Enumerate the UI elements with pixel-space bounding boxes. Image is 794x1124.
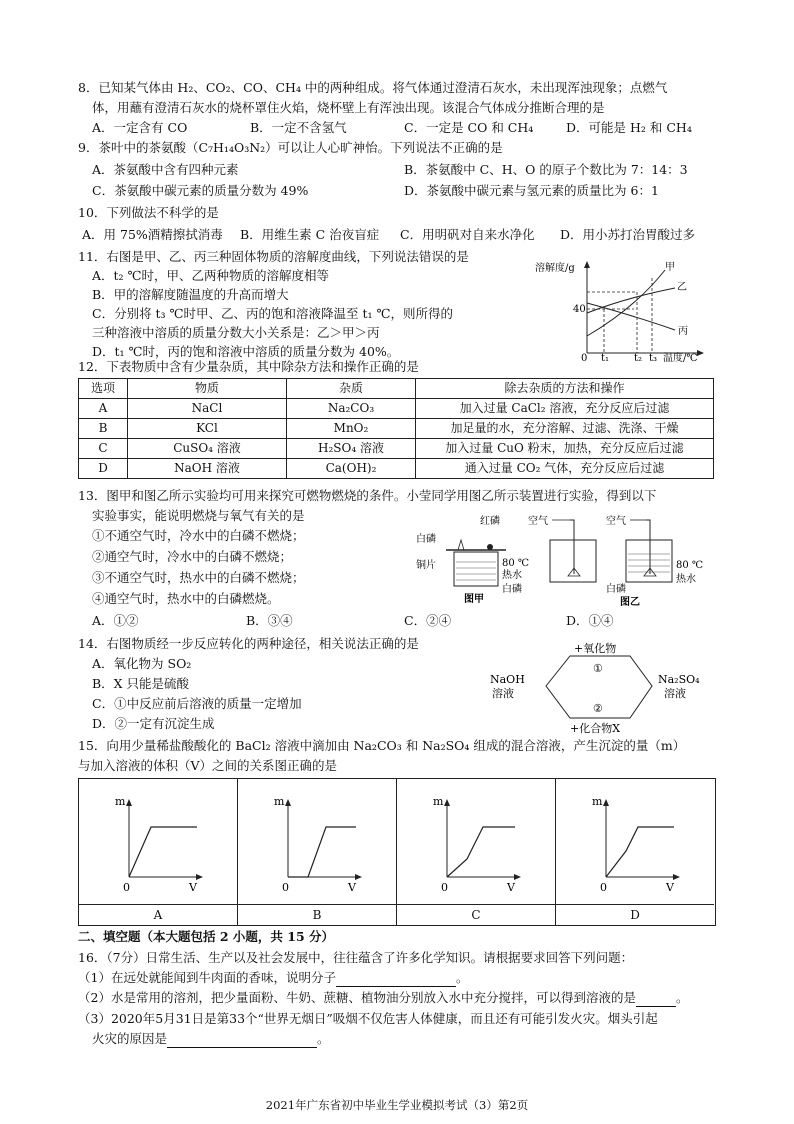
fig-yi-reshui2: 热水 [676, 574, 696, 585]
table-header: 除去杂质的方法和操作 [416, 379, 714, 399]
table-cell: Ca(OH)₂ [287, 459, 416, 479]
graph-axis-m: m [592, 795, 603, 808]
q9-option-a: A．茶氨酸中含有四种元素 [92, 162, 239, 177]
table-row [79, 419, 714, 439]
section-heading: 二、填空题（本大题包括 2 小题，共 15 分） [78, 929, 335, 944]
curve-bing [587, 303, 675, 330]
graph-b-line [288, 827, 356, 877]
q8-line1: 8．已知某气体由 H₂、CO₂、CO、CH₄ 中的两种组成。将气体通过澄清石灰水，未出现浑浊现象；点燃气 [78, 80, 668, 95]
diagram-right2: 溶液 [664, 687, 686, 700]
table-cell: Na₂CO₃ [287, 399, 416, 419]
q13-fact-1: ①不通空气时，冷水中的白磷不燃烧； [92, 528, 305, 543]
beaker-jia [454, 552, 498, 586]
graph-origin: 0 [123, 881, 130, 894]
graph-axis-m: m [274, 795, 285, 808]
graph-b-label: B [238, 904, 396, 925]
q13-option-d: D．①④ [566, 613, 614, 628]
q13-option-c: C．②④ [404, 613, 452, 628]
table-cell: D [79, 459, 128, 479]
diagram-top: +氧化物 [574, 642, 617, 655]
solubility-t2: t₂ [634, 353, 643, 362]
diagram-left1: NaOH [490, 673, 525, 686]
q14-stem: 14．右图物质经一步反应转化的两种途径，相关说法正确的是 [78, 636, 419, 651]
q13-option-a: A．①② [92, 613, 139, 628]
graph-axis-v: V [348, 881, 356, 894]
graph-axis-v: V [666, 881, 674, 894]
table-header: 选项 [79, 379, 128, 399]
curve-jia [587, 270, 665, 336]
solubility-t1: t₁ [601, 353, 610, 362]
fig-yi-temp2: 80 ℃ [676, 560, 704, 571]
q14-option-d: D．②一定有沉淀生成 [92, 716, 215, 731]
q10-option-c: C．用明矾对自来水净化 [400, 227, 535, 242]
table-cell: NaOH 溶液 [128, 459, 287, 479]
solubility-origin: 0 [581, 353, 588, 362]
q16-part1-text: （1）在远处就能闻到牛肉面的香味，说明分子 [78, 970, 336, 985]
graph-b [238, 779, 397, 925]
fig-jia-baipin2: 白磷 [502, 584, 522, 595]
q16-blank-3[interactable] [167, 1035, 317, 1048]
table-cell: 加入过量 CuO 粉末，加热，充分反应后过滤 [416, 439, 714, 459]
table-cell: B [79, 419, 128, 439]
table-row [79, 399, 714, 419]
diagram-bottom: +化合物X [570, 722, 621, 735]
red-phosphorus [487, 544, 493, 550]
solubility-t3: t₃ [649, 353, 658, 362]
table-cell: C [79, 439, 128, 459]
q16-blank-2[interactable] [636, 994, 676, 1007]
q11-option-c-cont: 三种溶液中溶质的质量分数大小关系是：乙＞甲＞丙 [92, 325, 380, 340]
diagram-left2: 溶液 [492, 687, 514, 700]
graph-axis-v: V [189, 881, 197, 894]
graph-c [397, 779, 556, 925]
curve-jia-label: 甲 [665, 262, 675, 273]
table-header: 杂质 [287, 379, 416, 399]
fig-jia-reshui: 热水 [502, 570, 522, 581]
q12-stem: 12．下表物质中含有少量杂质，其中除杂方法和操作正确的是 [78, 359, 419, 374]
solubility-y-label: 溶解度/g [535, 263, 575, 274]
graph-b-plot [238, 779, 396, 905]
q14-option-c: C．①中反应前后溶液的质量一定增加 [92, 696, 302, 711]
table-cell: CuSO₄ 溶液 [128, 439, 287, 459]
fig-jia-caption: 图甲 [464, 594, 484, 605]
table-cell: H₂SO₄ 溶液 [287, 439, 416, 459]
solubility-graph [515, 258, 715, 362]
graph-origin: 0 [600, 881, 607, 894]
q10-option-b: B．用维生素 C 治夜盲症 [240, 227, 380, 242]
table-header: 物质 [128, 379, 287, 399]
conversion-diagram [480, 638, 720, 738]
q11-option-d: D．t₁ ℃时，丙的饱和溶液中溶质的质量分数为 40%。 [92, 344, 400, 359]
table-cell: A [79, 399, 128, 419]
diagram-right1: Na₂SO₄ [658, 673, 700, 686]
q12-table [78, 378, 714, 479]
table-cell: MnO₂ [287, 419, 416, 439]
fig-jia-temp: 80 ℃ [502, 558, 530, 569]
q13-fact-2: ②通空气时，冷水中的白磷不燃烧； [92, 549, 293, 564]
q16-stem: 16．（7分）日常生活、生产以及社会发展中，往往蕴含了许多化学知识。请根据要求回答下列问题： [78, 950, 634, 965]
table-cell: 加入过量 CaCl₂ 溶液，充分反应后过滤 [416, 399, 714, 419]
flame-icon [458, 540, 464, 550]
table-header-row [79, 379, 714, 399]
graph-axis-v: V [507, 881, 515, 894]
table-row [79, 459, 714, 479]
graph-c-label: C [397, 904, 555, 925]
q14-option-b: B．X 只能是硫酸 [92, 676, 190, 691]
page-footer: 2021年广东省初中毕业生学业模拟考试（3）第2页 [265, 1098, 529, 1112]
curve-yi-label: 乙 [677, 282, 687, 293]
graph-d-label: D [556, 904, 714, 925]
q16-part3: （3）2020年5月31日是第33个“世界无烟日”吸烟不仅危害人体健康，而且还有可能引发火灾。烟头引起 [78, 1011, 658, 1026]
q9-option-b: B．茶氨酸中 C、H、O 的原子个数比为 7：14：3 [404, 162, 688, 177]
q8-option-c: C．一定是 CO 和 CH₄ [404, 120, 534, 135]
q11-option-a: A．t₂ ℃时，甲、乙两种物质的溶解度相等 [92, 268, 330, 283]
q16-part1-end: 。 [455, 970, 469, 985]
solubility-y-40: 40 [573, 304, 586, 315]
q9-option-c: C．茶氨酸中碳元素的质量分数为 49% [92, 183, 309, 198]
q16-blank-1[interactable] [336, 974, 456, 987]
graph-origin: 0 [441, 881, 448, 894]
curve-bing-label: 丙 [678, 326, 688, 337]
graph-c-plot [397, 779, 555, 905]
graph-axis-m: m [433, 795, 444, 808]
q16-part3b-text: 火灾的原因是 [92, 1031, 168, 1046]
q10-option-a: A．用 75%酒精擦拭消毒 [82, 227, 223, 242]
graph-origin: 0 [282, 881, 289, 894]
curve-yi [587, 288, 675, 313]
q11-option-b: B．甲的溶解度随温度的升高而增大 [92, 287, 289, 302]
graph-a-line [129, 827, 197, 877]
q13-option-b: B．③④ [246, 613, 293, 628]
q15-line1: 15．向用少量稀盐酸酸化的 BaCl₂ 溶液中滴加由 Na₂CO₃ 和 Na₂SO₄ 组成的混合溶液，产生沉淀的量（m） [78, 738, 686, 753]
q16-part2 [78, 990, 688, 1007]
solubility-x-label: 温度/℃ [663, 353, 698, 362]
combustion-figure [410, 510, 720, 610]
q11-option-c: C．分别将 t₃ ℃时甲、乙、丙的饱和溶液降温至 t₁ ℃，则所得的 [92, 306, 453, 321]
table-cell: 通入过量 CO₂ 气体，充分反应后过滤 [416, 459, 714, 479]
table-row [79, 439, 714, 459]
q8-option-a: A．一定含有 CO [92, 120, 188, 135]
q16-part2-text: （2）水是常用的溶剂，把少量面粉、牛奶、蔗糖、植物油分别放入水中充分搅拌，可以得到溶液的是 [78, 990, 636, 1005]
q10-option-d: D．用小苏打治胃酸过多 [560, 227, 696, 242]
fig-jia-hongpin: 红磷 [480, 516, 500, 527]
q13-fact-4: ④通空气时，热水中的白磷燃烧。 [92, 591, 280, 606]
q8-line2: 体，用蘸有澄清石灰水的烧杯罩住火焰，烧杯壁上有浑浊出现。该混合气体成分推断合理的是 [92, 100, 605, 115]
q16-part1 [78, 970, 468, 987]
table-cell: NaCl [128, 399, 287, 419]
graph-d-plot [556, 779, 714, 905]
diagram-c1: ① [593, 662, 603, 675]
q13-line1: 13．图甲和图乙所示实验均可用来探究可燃物燃烧的条件。小莹同学用图乙所示装置进行实验，得到以下 [78, 488, 657, 503]
q15-graphs [78, 778, 716, 926]
diagram-c2: ② [593, 702, 603, 715]
graph-a [79, 779, 238, 925]
fig-yi-kongqi2: 空气 [606, 516, 626, 527]
graph-a-label: A [79, 904, 237, 925]
q16-part2-end: 。 [675, 990, 689, 1005]
q13-fact-3: ③不通空气时，热水中的白磷不燃烧； [92, 570, 305, 585]
q16-part3b [92, 1031, 330, 1048]
fig-jia-baipin: 白磷 [416, 534, 436, 545]
fig-yi-kongqi1: 空气 [528, 516, 548, 527]
q9-stem: 9．茶叶中的茶氨酸（C₇H₁₄O₃N₂）可以让人心旷神怡。下列说法不正确的是 [78, 140, 503, 155]
q9-option-d: D．茶氨酸中碳元素与氢元素的质量比为 6：1 [404, 183, 659, 198]
q13-line2: 实验事实，能说明燃烧与氧气有关的是 [92, 508, 305, 523]
q15-line2: 与加入溶液的体积（V）之间的关系图正确的是 [78, 758, 338, 773]
q14-option-a: A．氧化物为 SO₂ [92, 656, 192, 671]
q8-option-d: D．可能是 H₂ 和 CH₄ [566, 120, 692, 135]
graph-d-line [606, 827, 674, 877]
table-cell: 加足量的水，充分溶解、过滤、洗涤、干燥 [416, 419, 714, 439]
fig-yi-baipin3: 白磷 [606, 584, 626, 595]
q16-part3-end: 。 [317, 1031, 330, 1046]
fig-yi-caption: 图乙 [620, 597, 640, 608]
graph-axis-m: m [115, 795, 126, 808]
q8-option-b: B．一定不含氢气 [250, 120, 347, 135]
q11-stem: 11．右图是甲、乙、丙三种固体物质的溶解度曲线，下列说法错误的是 [78, 249, 469, 264]
graph-c-line [447, 827, 515, 877]
table-cell: KCl [128, 419, 287, 439]
fig-jia-tongpian: 铜片 [416, 560, 436, 571]
graph-d [556, 779, 714, 925]
graph-a-plot [79, 779, 237, 905]
q10-stem: 10．下列做法不科学的是 [78, 205, 219, 220]
